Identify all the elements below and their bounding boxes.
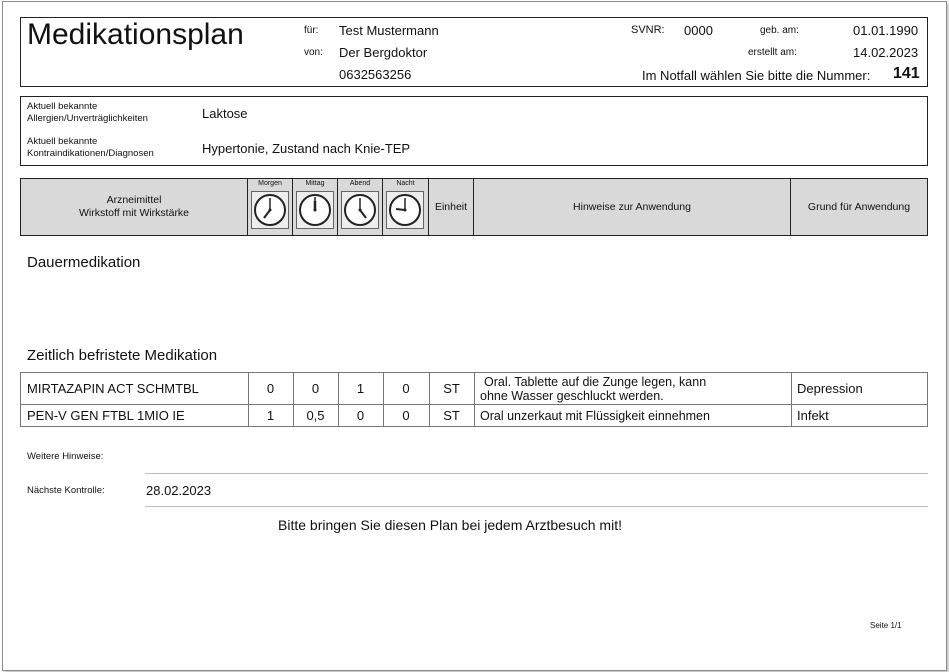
- clock-evening-icon: [341, 191, 379, 229]
- unit: ST: [429, 373, 475, 404]
- reason: Infekt: [797, 408, 829, 423]
- col-header-unit: Einheit: [428, 178, 474, 236]
- dose-night: 0: [383, 405, 430, 426]
- reason: Depression: [797, 381, 863, 396]
- emergency-number: 141: [893, 65, 920, 82]
- doctor-phone: 0632563256: [339, 67, 412, 82]
- clock-noon-icon: [296, 191, 334, 229]
- unit: ST: [429, 405, 475, 426]
- patient-label: für:: [304, 25, 319, 36]
- dose-morning: 0: [248, 373, 294, 404]
- allergies-label-2: Allergien/Unverträglichkeiten: [27, 113, 148, 124]
- col-header-medication: [20, 178, 248, 236]
- info-box: [20, 96, 928, 166]
- evening-label: Abend: [349, 180, 371, 187]
- instructions: [474, 373, 792, 404]
- page-title: Medikationsplan: [27, 18, 244, 51]
- col-header-evening: [337, 178, 383, 236]
- col-header-morning: [247, 178, 293, 236]
- col-header-reason: Grund für Anwendung: [790, 178, 928, 236]
- col-header-instructions: Hinweise zur Anwendung: [473, 178, 791, 236]
- diagnoses-label-1: Aktuell bekannte: [27, 136, 98, 147]
- birthdate-label: geb. am:: [760, 25, 799, 36]
- created-value: 14.02.2023: [853, 45, 919, 60]
- table-row: [20, 372, 928, 405]
- instructions: Oral unzerkaut mit Flüssigkeit einnehmen: [474, 405, 792, 426]
- clock-morning-icon: [251, 191, 289, 229]
- created-label: erstellt am:: [748, 47, 797, 58]
- col-header-noon: [292, 178, 338, 236]
- diagnoses-label-2: Kontraindikationen/Diagnosen: [27, 148, 154, 159]
- next-checkup-line: [145, 506, 928, 507]
- instructions-line1: Oral. Tablette auf die Zunge legen, kann: [484, 375, 707, 389]
- emergency-label: Im Notfall wählen Sie bitte die Nummer:: [642, 68, 871, 83]
- patient-name: Test Mustermann: [339, 23, 439, 38]
- further-notes-label: Weitere Hinweise:: [27, 451, 104, 462]
- page-number: Seite 1/1: [870, 621, 902, 630]
- next-checkup-label: Nächste Kontrolle:: [27, 485, 105, 496]
- svnr-label: SVNR:: [631, 24, 665, 36]
- medication-name: PEN-V GEN FTBL 1MIO IE: [21, 405, 249, 426]
- col-header-medication-line1: Arzneimittel: [106, 194, 162, 206]
- doctor-name: Der Bergdoktor: [339, 45, 428, 60]
- noon-label: Mittag: [305, 180, 325, 187]
- further-notes-line: [145, 473, 928, 474]
- doctor-label: von:: [304, 47, 323, 58]
- dose-morning: 1: [248, 405, 294, 426]
- instructions-line2: ohne Wasser geschluckt werden.: [480, 389, 664, 403]
- dose-noon: 0: [293, 373, 339, 404]
- medication-name: MIRTAZAPIN ACT SCHMTBL: [21, 373, 249, 404]
- birthdate-value: 01.01.1990: [853, 23, 919, 38]
- table-row: [20, 404, 928, 427]
- col-header-medication-line2: Wirkstoff mit Wirkstärke: [78, 207, 190, 219]
- allergies-value: Laktose: [202, 106, 248, 121]
- allergies-label-1: Aktuell bekannte: [27, 101, 98, 112]
- diagnoses-value: Hypertonie, Zustand nach Knie-TEP: [202, 141, 411, 156]
- clock-night-icon: [386, 191, 424, 229]
- col-header-night: [382, 178, 429, 236]
- night-label: Nacht: [396, 180, 415, 187]
- dose-night: 0: [383, 373, 430, 404]
- section-temporary: Zeitlich befristete Medikation: [27, 347, 218, 364]
- dose-evening: 1: [338, 373, 384, 404]
- reminder-text: Bitte bringen Sie diesen Plan bei jedem Arztbesuch mit!: [278, 517, 622, 533]
- dose-evening: 0: [338, 405, 384, 426]
- dose-noon: 0,5: [293, 405, 339, 426]
- svnr-value: 0000: [684, 23, 713, 38]
- morning-label: Morgen: [258, 180, 282, 187]
- section-permanent: Dauermedikation: [27, 254, 141, 271]
- next-checkup-date: 28.02.2023: [146, 483, 212, 498]
